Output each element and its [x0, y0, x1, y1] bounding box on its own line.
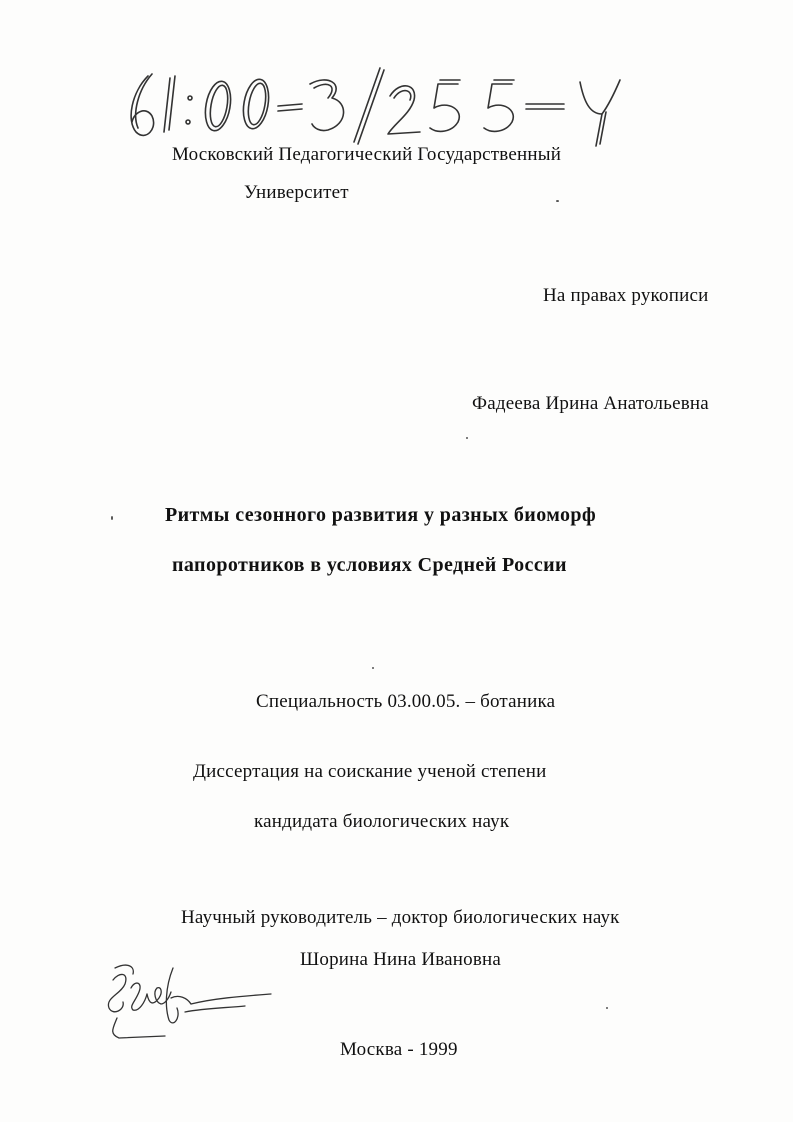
- dissertation-degree-line2: кандидата биологических наук: [254, 811, 510, 832]
- supervisor-name: Шорина Нина Ивановна: [300, 949, 502, 970]
- speciality-line: Специальность 03.00.05. – ботаника: [256, 691, 556, 712]
- scan-speck: [111, 516, 113, 520]
- university-name-line2: Университет: [244, 182, 349, 203]
- university-name-line1: Московский Педагогический Государственный: [172, 144, 562, 165]
- dissertation-degree-line1: Диссертация на соискание ученой степени: [193, 761, 547, 782]
- scan-speck: [466, 437, 468, 439]
- handwritten-archive-number: [118, 49, 638, 152]
- supervisor-title: Научный руководитель – доктор биологических наук: [181, 907, 620, 928]
- scan-speck: [556, 200, 559, 202]
- archive-number-text: 61:00-3/255-4: [118, 49, 210, 66]
- scan-speck: [606, 1007, 608, 1009]
- author-name: Фадеева Ирина Анатольевна: [472, 393, 709, 414]
- dissertation-title-line1: Ритмы сезонного развития у разных биоморф: [165, 504, 597, 526]
- handwritten-signature: [95, 958, 275, 1048]
- city-year: Москва - 1999: [340, 1039, 458, 1060]
- scan-speck: [372, 667, 374, 669]
- dissertation-title-line2: папоротников в условиях Средней России: [172, 554, 567, 576]
- manuscript-rights-note: На правах рукописи: [543, 285, 709, 306]
